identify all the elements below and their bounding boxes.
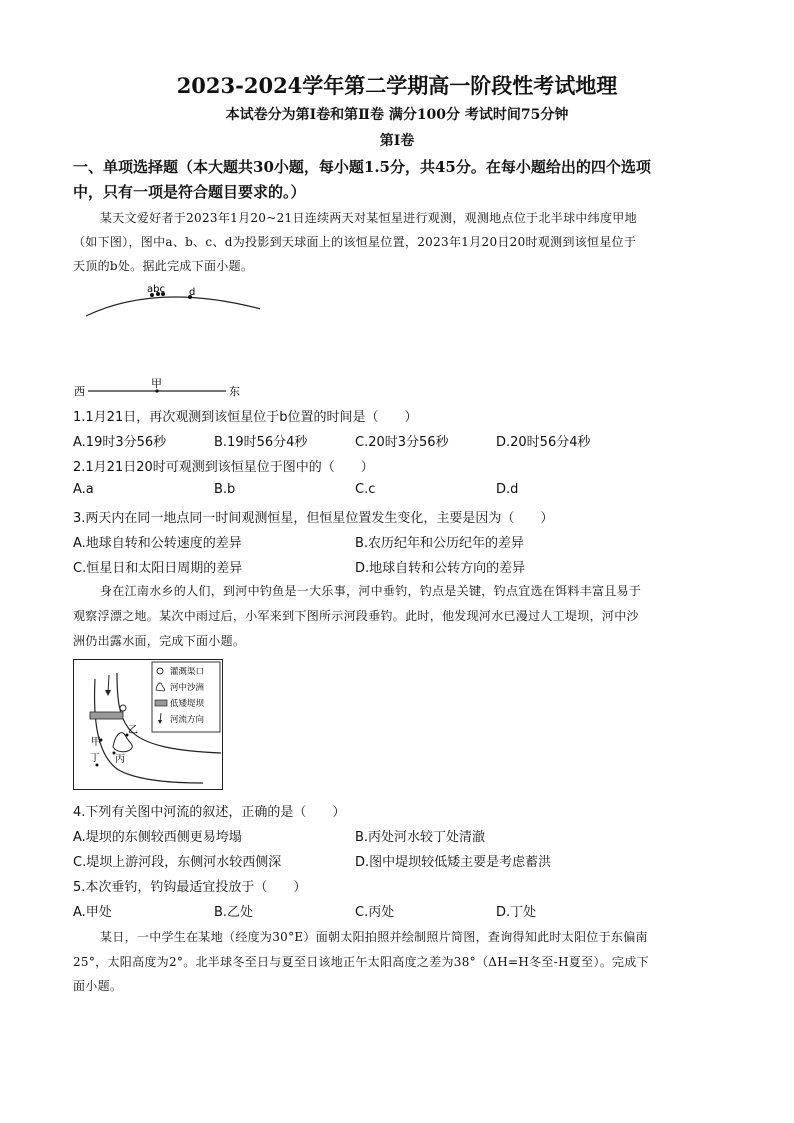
label-bing: 丙: [115, 754, 125, 765]
q1-option-a[interactable]: A.19时3分56秒: [73, 435, 167, 450]
celestial-arc: [86, 297, 260, 316]
q4-option-b[interactable]: B.丙处河水较丁处清澈: [355, 830, 486, 845]
legend-label-dam: 低矮堤坝: [170, 699, 205, 709]
q4-option-d[interactable]: D.图中堤坝较低矮主要是考虑蓄洪: [355, 855, 552, 870]
q5-option-b[interactable]: B.乙处: [214, 905, 254, 920]
legend-label-flow: 河流方向: [170, 715, 205, 725]
star-observation-diagram: [70, 280, 260, 400]
question-1: 1.1月21日，再次观测到该恒星位于b位置的时间是（ ）: [73, 410, 418, 425]
q1-option-c[interactable]: C.20时3分56秒: [355, 435, 449, 450]
section-heading-line1: 一、单项选择题（本大题共30小题，每小题1.5分，共45分。在每小题给出的四个选项: [73, 158, 651, 176]
q3-option-a[interactable]: A.地球自转和公转速度的差异: [73, 536, 242, 551]
q5-option-c[interactable]: C.丙处: [355, 905, 395, 920]
q5-option-a[interactable]: A.甲处: [73, 905, 112, 920]
q3-option-c[interactable]: C.恒星日和太阳日周期的差异: [73, 561, 243, 576]
legend-dam-icon: [155, 700, 167, 706]
low-dam: [90, 712, 123, 719]
passage3-line1: 某日，一中学生在某地（经度为30°E）面朝太阳拍照并绘制照片简图，查询得知此时太阳位于东偏南: [100, 930, 648, 944]
legend-label-inlet: 灌溉渠口: [170, 667, 205, 677]
question-2: 2.1月21日20时可观测到该恒星位于图中的（ ）: [73, 460, 374, 475]
legend-inlet-icon: [157, 668, 163, 674]
west-label: 西: [74, 385, 85, 398]
q1-option-d[interactable]: D.20时56分4秒: [496, 435, 591, 450]
q1-option-b[interactable]: B.19时56分4秒: [214, 435, 308, 450]
abc-label: abc: [147, 284, 165, 295]
q2-option-a[interactable]: A.a: [73, 482, 94, 497]
section-heading-line2: 中，只有一项是符合题目要求的。）: [73, 183, 306, 201]
passage1-line2: （如下图），图中a、b、c、d为投影到天球面上的该恒星位置，2023年1月20日20时观测到该恒星位于: [73, 235, 637, 249]
question-5: 5.本次垂钓，钓钩最适宜投放于（ ）: [73, 880, 307, 895]
q3-option-d[interactable]: D.地球自转和公转方向的差异: [355, 561, 526, 576]
passage1-line3: 天顶的b处。据此完成下面小题。: [73, 259, 254, 273]
volume-heading: 第Ⅰ卷: [379, 133, 415, 149]
legend-label-sandbar: 河中沙洲: [170, 683, 205, 693]
q4-option-c[interactable]: C.堤坝上游河段，东侧河水较西侧深: [73, 855, 282, 870]
east-label: 东: [229, 385, 240, 398]
river-map: [73, 659, 223, 790]
jia-label: 甲: [151, 377, 162, 390]
q2-option-c[interactable]: C.c: [355, 482, 376, 497]
passage1-line1: 某天文爱好者于2023年1月20~21日连续两天对某恒星进行观测，观测地点位于北半球中纬度甲地: [100, 211, 637, 225]
q5-option-d[interactable]: D.丁处: [496, 905, 537, 920]
passage2-line3: 洲仍出露水面，完成下面小题。: [73, 634, 246, 648]
passage2-line1: 身在江南水乡的人们，到河中钓鱼是一大乐事，河中垂钓，钓点是关键，钓点宜选在饵料丰富且易于: [100, 584, 642, 598]
passage3-line2: 25°，太阳高度为2°。北半球冬至日与夏至日该地正午太阳高度之差为38°（ΔH=H冬至-H夏至）。完成下: [73, 955, 649, 969]
question-4: 4.下列有关图中河流的叙述，正确的是（ ）: [73, 805, 346, 820]
label-yi: 乙: [128, 725, 138, 736]
q2-option-d[interactable]: D.d: [496, 482, 519, 497]
d-label: d: [189, 287, 196, 298]
q2-option-b[interactable]: B.b: [214, 482, 236, 497]
question-3: 3.两天内在同一地点同一时间观测恒星，但恒星位置发生变化，主要是因为（ ）: [73, 511, 554, 526]
passage3-line3: 面小题。: [73, 979, 123, 993]
passage2-line2: 观察浮漂之地。某次中雨过后，小军来到下图所示河段垂钓。此时，他发现河水已漫过人工堤坝，河中沙: [73, 609, 639, 623]
irrigation-inlet: [120, 705, 126, 711]
label-ding: 丁: [90, 753, 100, 764]
page-title: 2023-2024学年第二学期高一阶段性考试地理: [176, 73, 618, 98]
q4-option-a[interactable]: A.堤坝的东侧较西侧更易垮塌: [73, 830, 242, 845]
q3-option-b[interactable]: B.农历纪年和公历纪年的差异: [355, 536, 525, 551]
exam-info: 本试卷分为第Ⅰ卷和第Ⅱ卷 满分100分 考试时间75分钟: [225, 107, 569, 123]
label-jia: 甲: [91, 737, 101, 748]
